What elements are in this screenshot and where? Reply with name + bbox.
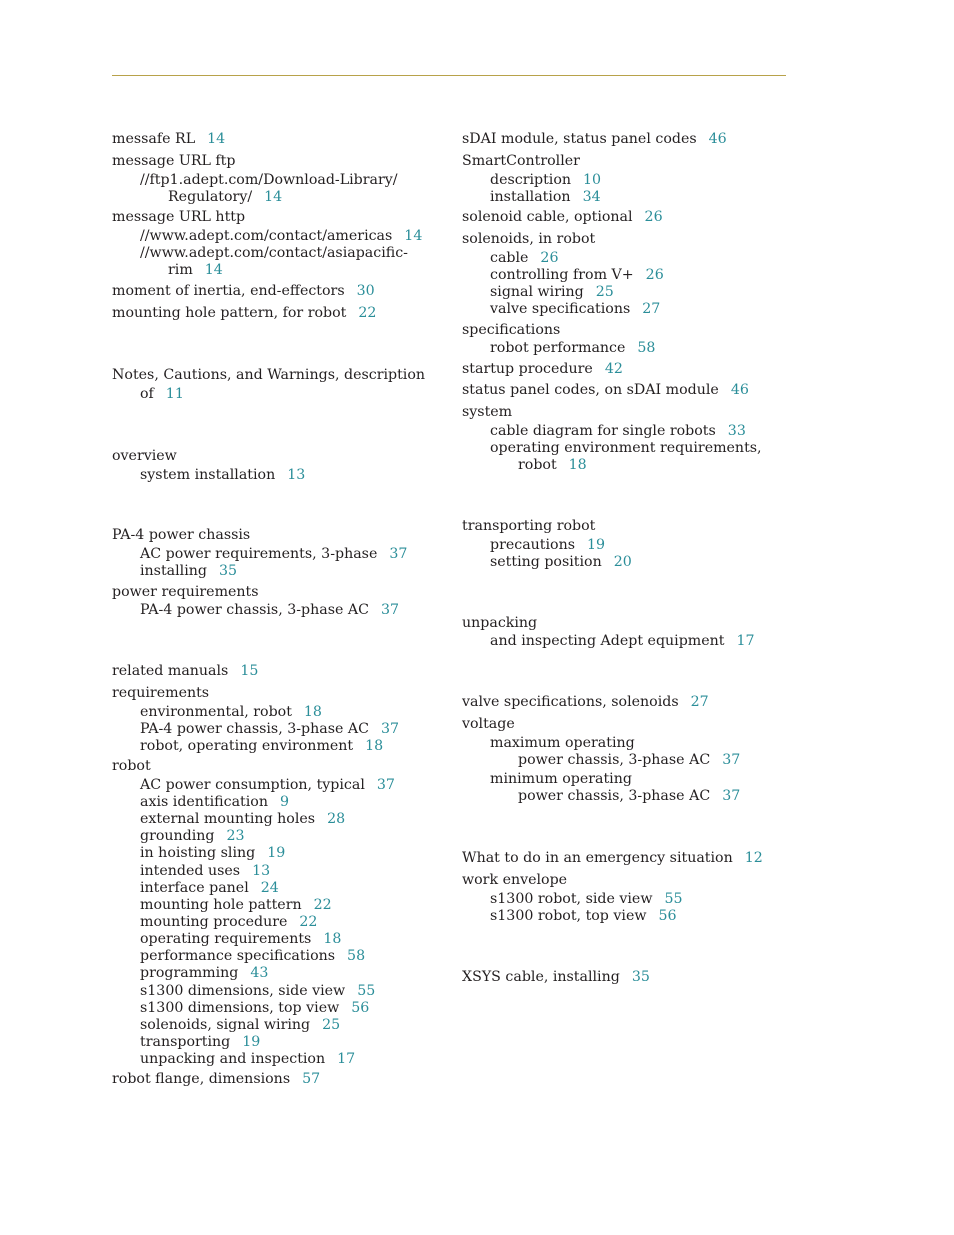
page-number-link[interactable]: 17: [736, 633, 755, 649]
index-entry: [112, 685, 209, 702]
index-term: unpacking and inspection: [140, 1051, 326, 1067]
index-term: robot: [518, 457, 557, 473]
page-number-link[interactable]: 26: [540, 250, 559, 266]
index-term: power requirements: [112, 584, 259, 600]
index-term: PA-4 power chassis: [112, 527, 251, 543]
index-term: work envelope: [462, 872, 568, 888]
index-subentry: [140, 948, 365, 965]
index-entry: [462, 322, 560, 339]
index-term: cable diagram for single robots: [490, 423, 716, 439]
index-subentry: [140, 228, 422, 245]
page-number-link[interactable]: 37: [389, 546, 408, 562]
page-number-link[interactable]: 27: [690, 694, 709, 710]
index-subentry: [140, 880, 279, 897]
index-entry: [112, 131, 225, 148]
index-term: system: [462, 404, 513, 420]
page-number-link[interactable]: 58: [347, 948, 366, 964]
page-number-link[interactable]: 25: [322, 1017, 341, 1033]
index-subentry: [490, 633, 755, 650]
page-number-link[interactable]: 9: [279, 794, 289, 810]
index-term: environmental, robot: [140, 704, 292, 720]
index-term: mounting hole pattern, for robot: [112, 305, 347, 321]
page-number-link[interactable]: 15: [240, 663, 259, 679]
index-entry: [462, 131, 727, 148]
page-number-link[interactable]: 37: [722, 752, 741, 768]
index-term: AC power requirements, 3-phase: [140, 546, 378, 562]
index-entry: [112, 283, 375, 300]
index-entry: [112, 584, 259, 601]
index-subentry: [140, 983, 375, 1000]
index-term: sDAI module, status panel codes: [462, 131, 697, 147]
index-term: robot: [112, 758, 151, 774]
index-term: solenoid cable, optional: [462, 209, 633, 225]
index-subentry: [140, 1034, 260, 1051]
index-term: moment of inertia, end-effectors: [112, 283, 345, 299]
index-term: SmartController: [462, 153, 580, 169]
index-entry: [112, 367, 425, 384]
page-number-link[interactable]: 23: [226, 828, 245, 844]
index-entry: [462, 209, 663, 226]
page-number-link[interactable]: 57: [302, 1071, 321, 1087]
page-number-link[interactable]: 55: [664, 891, 683, 907]
index-term: messafe RL: [112, 131, 196, 147]
index-term: and inspecting Adept equipment: [490, 633, 725, 649]
index-entry: [112, 663, 258, 680]
page-number-link[interactable]: 58: [637, 340, 656, 356]
page-number-link[interactable]: 35: [631, 969, 650, 985]
index-term: s1300 robot, side view: [490, 891, 653, 907]
index-subentry: [140, 1017, 340, 1034]
page-number-link[interactable]: 42: [604, 361, 623, 377]
index-subentry: [490, 423, 746, 440]
page-number-link[interactable]: 19: [242, 1034, 261, 1050]
index-subentry: [490, 908, 677, 925]
index-term: operating requirements: [140, 931, 312, 947]
page-number-link[interactable]: 17: [337, 1051, 356, 1067]
index-term: grounding: [140, 828, 215, 844]
index-subentry: [490, 172, 601, 189]
page-number-link[interactable]: 26: [644, 209, 663, 225]
index-term: Regulatory/: [168, 189, 253, 205]
page-number-link[interactable]: 46: [708, 131, 727, 147]
index-subentry: [140, 172, 398, 189]
page-number-link[interactable]: 25: [595, 284, 614, 300]
page-number-link[interactable]: 18: [303, 704, 322, 720]
index-entry: [462, 615, 537, 632]
index-term: performance specifications: [140, 948, 336, 964]
index-entry: [462, 716, 515, 733]
index-term: solenoids, signal wiring: [140, 1017, 311, 1033]
index-term: operating environment requirements,: [490, 440, 762, 456]
index-entry: [462, 969, 650, 986]
index-term: transporting robot: [462, 518, 596, 534]
index-term: s1300 dimensions, top view: [140, 1000, 340, 1016]
index-subentry: [140, 738, 383, 755]
index-entry: [112, 305, 376, 322]
page-number-link[interactable]: 18: [365, 738, 384, 754]
index-term: external mounting holes: [140, 811, 316, 827]
page-number-link[interactable]: 14: [264, 189, 283, 205]
index-entry: [462, 231, 595, 248]
index-term: minimum operating: [490, 771, 632, 787]
index-term: precautions: [490, 537, 576, 553]
index-term: requirements: [112, 685, 210, 701]
page-number-link[interactable]: 14: [207, 131, 226, 147]
index-term: XSYS cable, installing: [462, 969, 620, 985]
index-entry: [462, 382, 749, 399]
index-term: What to do in an emergency situation: [462, 850, 733, 866]
index-subentry: [140, 704, 322, 721]
index-subentry: [140, 811, 345, 828]
index-entry: [462, 872, 567, 889]
index-term: robot, operating environment: [140, 738, 354, 754]
index-entry: [112, 153, 235, 170]
index-entry: [462, 850, 763, 867]
index-subentry: [140, 721, 399, 738]
index-term: setting position: [490, 554, 602, 570]
index-term: maximum operating: [490, 735, 635, 751]
index-term: //www.adept.com/contact/asiapacific-: [140, 245, 408, 261]
index-subentry: [140, 1000, 369, 1017]
index-term: PA-4 power chassis, 3-phase AC: [140, 602, 370, 618]
index-term: in hoisting sling: [140, 845, 256, 861]
index-term: cable: [490, 250, 529, 266]
index-term: //www.adept.com/contact/americas: [140, 228, 393, 244]
index-subentry: [490, 554, 632, 571]
page-number-link[interactable]: 37: [376, 777, 395, 793]
page-number-link[interactable]: 19: [587, 537, 606, 553]
index-term: status panel codes, on sDAI module: [462, 382, 719, 398]
page-number-link[interactable]: 27: [642, 301, 661, 317]
index-subentry: [490, 301, 660, 318]
index-subentry: [140, 931, 341, 948]
page-number-link[interactable]: 18: [323, 931, 342, 947]
index-entry: [112, 758, 151, 775]
page-number-link[interactable]: 24: [260, 880, 279, 896]
index-subentry: [140, 845, 285, 862]
index-subentry: [490, 267, 664, 284]
index-subentry: [490, 340, 655, 357]
index-term: power chassis, 3-phase AC: [518, 788, 711, 804]
index-term: interface panel: [140, 880, 249, 896]
index-subentry: [490, 891, 683, 908]
page-number-link[interactable]: 28: [327, 811, 346, 827]
index-term: message URL ftp: [112, 153, 236, 169]
index-subentry: [140, 245, 408, 262]
index-term: related manuals: [112, 663, 229, 679]
index-term: overview: [112, 448, 177, 464]
page-number-link[interactable]: 30: [356, 283, 375, 299]
index-entry: [462, 404, 512, 421]
page-number-link[interactable]: 46: [730, 382, 749, 398]
index-term: transporting: [140, 1034, 231, 1050]
index-term: valve specifications: [490, 301, 631, 317]
index-term: installation: [490, 189, 571, 205]
page-number-link[interactable]: 22: [313, 897, 332, 913]
index-subentry: [140, 563, 237, 580]
page-number-link[interactable]: 43: [250, 965, 269, 981]
index-entry: [112, 527, 250, 544]
index-subentry: [490, 735, 635, 752]
index-subentry: [140, 777, 395, 794]
index-entry: [112, 448, 177, 465]
index-term: mounting procedure: [140, 914, 288, 930]
index-subentry: [518, 457, 587, 474]
index-subentry: [490, 250, 558, 267]
page-number-link[interactable]: 22: [358, 305, 377, 321]
index-subentry: [140, 794, 289, 811]
index-subentry: [518, 788, 740, 805]
index-entry: [462, 518, 595, 535]
page-number-link[interactable]: 13: [287, 467, 306, 483]
index-term: unpacking: [462, 615, 538, 631]
index-term: s1300 robot, top view: [490, 908, 647, 924]
index-term: PA-4 power chassis, 3-phase AC: [140, 721, 370, 737]
index-subentry: [490, 440, 762, 457]
index-term: message URL http: [112, 209, 246, 225]
index-subentry: [140, 602, 399, 619]
index-entry: [462, 694, 709, 711]
page-number-link[interactable]: 33: [727, 423, 746, 439]
index-term: voltage: [462, 716, 515, 732]
index-subentry: [140, 828, 245, 845]
page-number-link[interactable]: 56: [658, 908, 677, 924]
index-subentry: [168, 189, 282, 206]
index-term: signal wiring: [490, 284, 584, 300]
page-number-link[interactable]: 12: [744, 850, 763, 866]
index-subentry: [140, 897, 332, 914]
index-term: s1300 dimensions, side view: [140, 983, 346, 999]
index-subentry: [168, 262, 223, 279]
index-term: intended uses: [140, 863, 241, 879]
page-number-link[interactable]: 13: [252, 863, 271, 879]
index-subentry: [490, 189, 601, 206]
index-term: of: [140, 386, 154, 402]
index-term: power chassis, 3-phase AC: [518, 752, 711, 768]
page-number-link[interactable]: 20: [613, 554, 632, 570]
index-subentry: [140, 1051, 355, 1068]
index-subentry: [140, 386, 184, 403]
page-number-link[interactable]: 22: [299, 914, 318, 930]
page-number-link[interactable]: 19: [267, 845, 286, 861]
index-term: controlling from V+: [490, 267, 634, 283]
index-entry: [462, 361, 623, 378]
index-entry: [462, 153, 580, 170]
index-term: programming: [140, 965, 239, 981]
page-number-link[interactable]: 14: [404, 228, 423, 244]
index-term: valve specifications, solenoids: [462, 694, 679, 710]
header-rule: [112, 75, 786, 76]
index-subentry: [140, 467, 305, 484]
index-term: mounting hole pattern: [140, 897, 302, 913]
page-number-link[interactable]: 18: [568, 457, 587, 473]
index-term: Notes, Cautions, and Warnings, description: [112, 367, 426, 383]
page-number-link[interactable]: 14: [204, 262, 223, 278]
index-subentry: [490, 537, 605, 554]
page-number-link[interactable]: 26: [645, 267, 664, 283]
index-term: solenoids, in robot: [462, 231, 596, 247]
index-term: //ftp1.adept.com/Download-Library/: [140, 172, 398, 188]
index-term: system installation: [140, 467, 276, 483]
index-subentry: [140, 546, 407, 563]
page-number-link[interactable]: 37: [722, 788, 741, 804]
index-term: AC power consumption, typical: [140, 777, 365, 793]
index-subentry: [140, 914, 317, 931]
index-term: startup procedure: [462, 361, 593, 377]
index-subentry: [518, 752, 740, 769]
index-subentry: [140, 863, 270, 880]
page-number-link[interactable]: 10: [583, 172, 602, 188]
index-term: specifications: [462, 322, 561, 338]
index-term: description: [490, 172, 572, 188]
page-number-link[interactable]: 55: [357, 983, 376, 999]
page-number-link[interactable]: 56: [351, 1000, 370, 1016]
index-term: rim: [168, 262, 193, 278]
page-number-link[interactable]: 11: [165, 386, 184, 402]
page-number-link[interactable]: 35: [218, 563, 238, 579]
page-number-link[interactable]: 37: [381, 602, 400, 618]
index-subentry: [140, 965, 268, 982]
page-number-link[interactable]: 37: [381, 721, 400, 737]
index-term: installing: [140, 563, 207, 579]
index-entry: [112, 1071, 320, 1088]
index-term: axis identification: [140, 794, 268, 810]
index-subentry: [490, 771, 632, 788]
index-entry: [112, 209, 245, 226]
page-number-link[interactable]: 34: [582, 189, 601, 205]
index-subentry: [490, 284, 614, 301]
index-term: robot flange, dimensions: [112, 1071, 291, 1087]
index-term: robot performance: [490, 340, 626, 356]
